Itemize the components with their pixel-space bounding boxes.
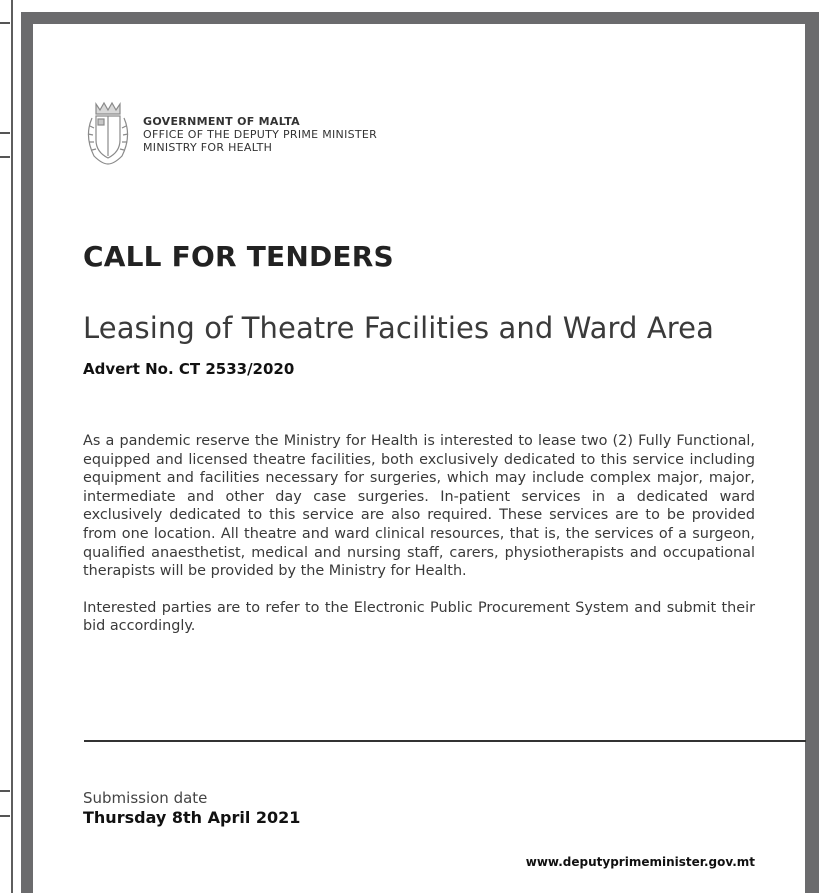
advert-number: Advert No. CT 2533/2020 <box>83 360 295 378</box>
submission-date-value: Thursday 8th April 2021 <box>83 808 301 827</box>
body-paragraph: Interested parties are to refer to the Electronic Public Procurement System and submit their bid accordingly. <box>83 599 755 635</box>
divider <box>84 740 806 742</box>
body-paragraph: As a pandemic reserve the Ministry for Health is interested to lease two (2) Fully Functional, equipped and licensed theatre facilities, both exclusively dedicated to this service including equipment and facilities necessary for surgeries, which may include complex major, major, intermediate and other day case surgeries. In-patient services in a dedicated ward exclusively dedicated to this service are also required. These services are to be provided from one location. All theatre and ward clinical resources, that is, the services of a surgeon, qualified anaesthetist, medical and nursing staff, carers, physiotherapists and occupational therapists will be provided by the Ministry for Health. <box>83 433 755 580</box>
edge-mark <box>0 132 10 134</box>
body-text <box>83 432 755 654</box>
page-title: CALL FOR TENDERS <box>83 240 394 273</box>
website-link[interactable]: www.deputyprimeminister.gov.mt <box>525 855 755 869</box>
left-page-edge <box>0 0 14 893</box>
edge-mark <box>0 22 10 24</box>
header-line-ministry: MINISTRY FOR HEALTH <box>143 141 273 154</box>
header-line-office: OFFICE OF THE DEPUTY PRIME MINISTER <box>143 128 378 141</box>
edge-mark <box>0 815 10 817</box>
coat-of-arms-icon <box>82 100 134 168</box>
right-page-edge <box>805 12 828 893</box>
edge-mark <box>0 790 10 792</box>
edge-mark <box>0 156 10 158</box>
submission-date-label: Submission date <box>83 789 208 807</box>
tender-subtitle: Leasing of Theatre Facilities and Ward Area <box>83 311 714 345</box>
edge-line <box>11 0 13 893</box>
ministry-header <box>143 115 377 154</box>
header-line-government: GOVERNMENT OF MALTA <box>143 115 300 128</box>
